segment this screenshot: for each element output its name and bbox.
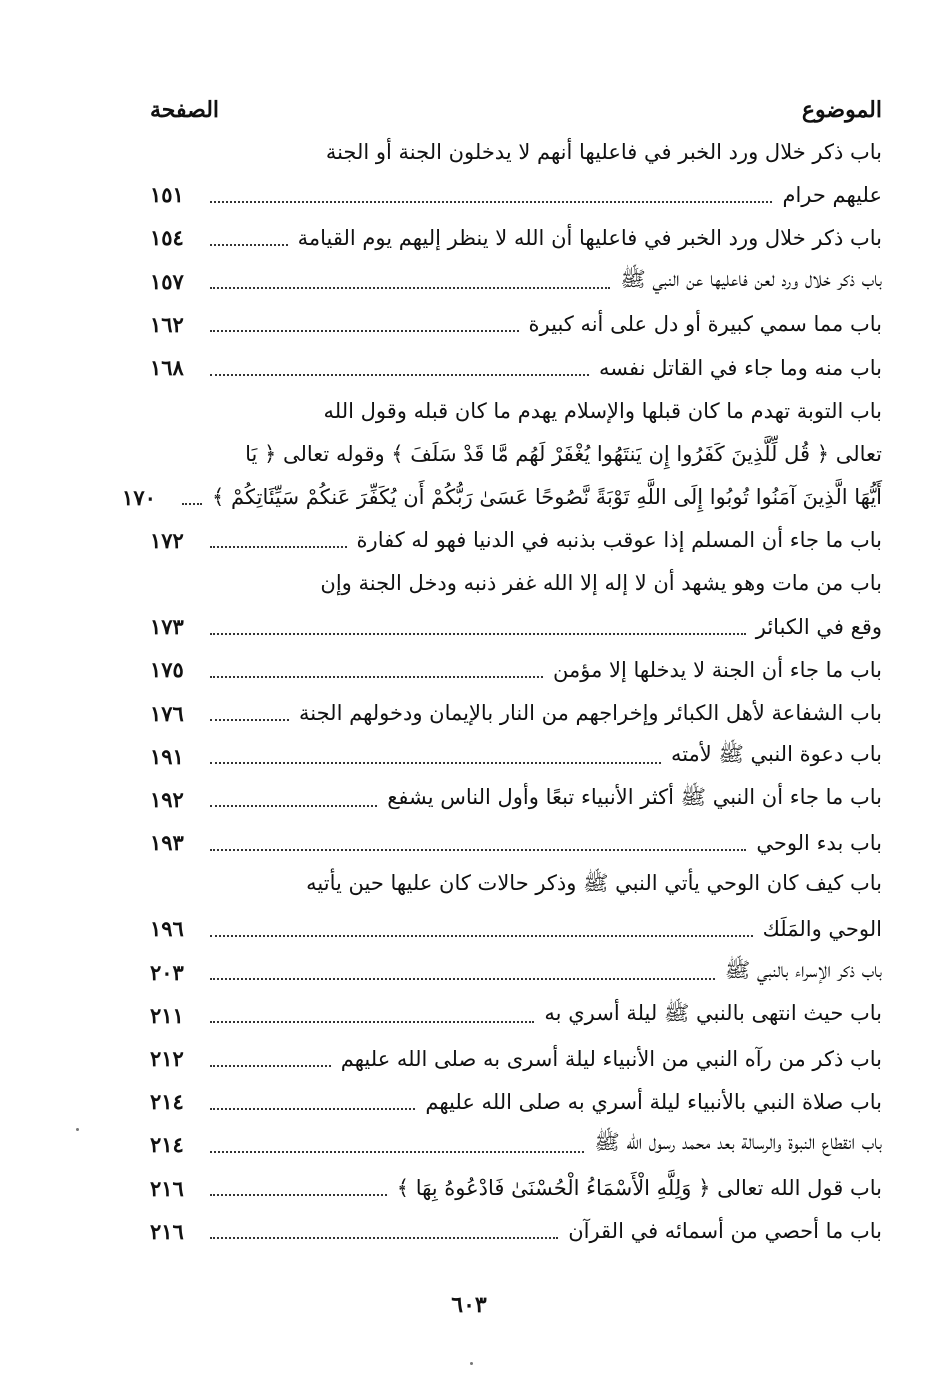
toc-entry <box>150 691 882 734</box>
dot-leader <box>210 374 589 376</box>
toc-entry-title: وقع في الكبائر <box>755 614 882 639</box>
toc-entry <box>150 994 882 1037</box>
toc-entry-title: باب ما جاء أن الجنة لا يدخلها إلا مؤمن <box>553 657 882 682</box>
dot-leader <box>210 849 746 851</box>
dot-leader <box>210 1108 415 1110</box>
dot-leader <box>210 978 715 980</box>
dot-leader <box>210 1151 584 1153</box>
toc-entry-title: باب كيف كان الوحي يأتي النبي ﷺ وذكر حالات كان عليها حين يأتيه <box>306 871 882 896</box>
toc-entry-page: ١٧٦ <box>150 700 184 726</box>
dot-leader <box>210 287 610 289</box>
toc-entry-page: ١٧٠ <box>122 484 156 510</box>
toc-entry-page: ٢١٦ <box>150 1175 184 1201</box>
table-of-contents <box>122 130 882 1253</box>
toc-entry-page: ١٩٣ <box>150 830 184 856</box>
toc-entry-page: ٢١٢ <box>150 1046 184 1072</box>
toc-entry-title: باب ذكر خلال ورد الخبر في فاعليها أن الله لا ينظر إليهم يوم القيامة <box>297 225 882 250</box>
toc-entry-title: باب ما جاء أن المسلم إذا عوقب بذنبه في الدنيا فهو له كفارة <box>356 528 882 553</box>
toc-entry-title: أَيُّهَا الَّذِينَ آمَنُوا تُوبُوا إِلَى اللَّهِ تَوْبَةً نَّصُوحًا عَسَىٰ رَبُّكُمْ أَن يُكَفِّرَ عَنكُمْ سَيِّئَاتِكُمْ ﴾ <box>212 485 882 510</box>
toc-entry <box>122 476 882 519</box>
toc-entry-title: باب التوبة تهدم ما كان قبلها والإسلام يهدم ما كان قبله وقول الله <box>323 398 882 423</box>
dot-leader <box>210 633 746 635</box>
toc-entry <box>150 1080 882 1123</box>
dot-leader <box>210 1021 534 1023</box>
toc-entry-title: تعالى ﴿ قُل لِّلَّذِينَ كَفَرُوا إِن يَنتَهُوا يُغْفَرْ لَهُم مَّا قَدْ سَلَفَ ﴾ وقوله تعالى ﴿ يَا <box>245 441 882 466</box>
topic-column-label: الموضوع <box>801 97 882 123</box>
toc-entry <box>150 648 882 691</box>
toc-entry-title: الوحي والمَلَك <box>762 916 882 941</box>
toc-entry-title: باب دعوة النبي ﷺ لأمته <box>670 741 882 766</box>
toc-entry <box>150 1123 882 1166</box>
toc-entry-title: باب قول الله تعالى ﴿ وَلِلَّهِ الْأَسْمَاءُ الْحُسْنَىٰ فَادْعُوهُ بِهَا ﴾ <box>396 1176 882 1201</box>
dot-leader <box>210 805 377 807</box>
page-column-label: الصفحة <box>150 97 220 123</box>
dot-leader <box>210 719 289 721</box>
toc-entry-title: باب بدء الوحي <box>756 830 882 855</box>
toc-header <box>150 92 882 128</box>
toc-entry-page: ١٦٢ <box>150 311 184 337</box>
toc-entry <box>150 778 882 821</box>
toc-entry-title: باب الشفاعة لأهل الكبائر وإخراجهم من النار بالإيمان ودخولهم الجنة <box>299 701 882 726</box>
dot-leader <box>210 244 288 246</box>
page-number: ٦٠٣ <box>451 1292 487 1318</box>
toc-entry-title: عليهم حرام <box>782 182 882 207</box>
toc-entry <box>150 864 882 907</box>
dot-leader <box>210 1194 387 1196</box>
toc-entry <box>150 907 882 950</box>
toc-entry-title: باب حيث انتهى بالنبي ﷺ ليلة أسري به <box>544 1000 882 1025</box>
toc-entry <box>150 562 882 605</box>
toc-entry-page: ١٥٤ <box>150 225 184 251</box>
toc-entry <box>150 389 882 432</box>
toc-entry-page: ٢١٦ <box>150 1218 184 1244</box>
dot-leader <box>182 503 202 505</box>
toc-entry-page: ١٧٥ <box>150 657 184 683</box>
scan-speck <box>470 1362 473 1365</box>
toc-entry <box>150 1167 882 1210</box>
toc-entry <box>150 260 882 303</box>
dot-leader <box>210 330 519 332</box>
dot-leader <box>210 762 661 764</box>
toc-entry-title: باب من مات وهو يشهد أن لا إله إلا الله غفر ذنبه ودخل الجنة وإن <box>320 571 882 596</box>
toc-entry-title: باب ما أحصي من أسمائه في القرآن <box>568 1219 882 1244</box>
toc-entry <box>150 821 882 864</box>
toc-entry <box>150 735 882 778</box>
toc-entry <box>150 130 882 173</box>
toc-entry-page: ٢٠٣ <box>150 959 184 985</box>
toc-entry-page: ٢١٤ <box>150 1089 184 1115</box>
toc-entry-page: ١٦٨ <box>150 355 184 381</box>
toc-entry-title: باب ذكر خلال ورد لعن فاعليها عن النبي ﷺ <box>620 266 882 291</box>
toc-entry-title: باب ذكر الإسراء بالنبي ﷺ <box>724 957 882 982</box>
toc-entry-title: باب صلاة النبي بالأنبياء ليلة أسري به صلى الله عليهم <box>425 1089 882 1114</box>
toc-entry-title: باب ذكر خلال ورد الخبر في فاعليها أنهم لا يدخلون الجنة أو الجنة <box>325 139 882 164</box>
toc-entry-page: ٢١٤ <box>150 1132 184 1158</box>
toc-entry-title: باب ما جاء أن النبي ﷺ أكثر الأنبياء تبعًا وأول الناس يشفع <box>387 784 882 809</box>
toc-entry <box>150 346 882 389</box>
toc-entry-title: باب ذكر من رآه النبي من الأنبياء ليلة أسرى به صلى الله عليهم <box>340 1046 882 1071</box>
toc-entry <box>150 605 882 648</box>
dot-leader <box>210 1237 558 1239</box>
toc-entry-title: باب انقطاع النبوة والرسالة بعد محمد رسول الله ﷺ <box>594 1130 882 1155</box>
toc-entry <box>150 951 882 994</box>
toc-entry <box>150 519 882 562</box>
toc-entry-page: ١٧٢ <box>150 527 184 553</box>
toc-entry-page: ١٩٦ <box>150 916 184 942</box>
scan-speck <box>76 1128 79 1131</box>
toc-entry-page: ١٥١ <box>150 182 184 208</box>
toc-entry <box>150 1037 882 1080</box>
toc-entry-page: ١٩٢ <box>150 786 184 812</box>
toc-entry-title: باب منه وما جاء في القاتل نفسه <box>599 355 882 380</box>
toc-entry-title: باب مما سمي كبيرة أو دل على أنه كبيرة <box>528 312 882 337</box>
dot-leader <box>210 201 772 203</box>
toc-entry <box>150 432 882 475</box>
toc-entry <box>150 1210 882 1253</box>
dot-leader <box>210 546 347 548</box>
toc-entry-page: ١٧٣ <box>150 614 184 640</box>
toc-entry <box>150 216 882 259</box>
toc-entry <box>150 303 882 346</box>
toc-entry <box>150 173 882 216</box>
toc-entry-page: ٢١١ <box>150 1002 184 1028</box>
toc-entry-page: ١٥٧ <box>150 268 184 294</box>
toc-entry-page: ١٩١ <box>150 743 184 769</box>
dot-leader <box>210 1065 331 1067</box>
dot-leader <box>210 676 543 678</box>
dot-leader <box>210 935 753 937</box>
